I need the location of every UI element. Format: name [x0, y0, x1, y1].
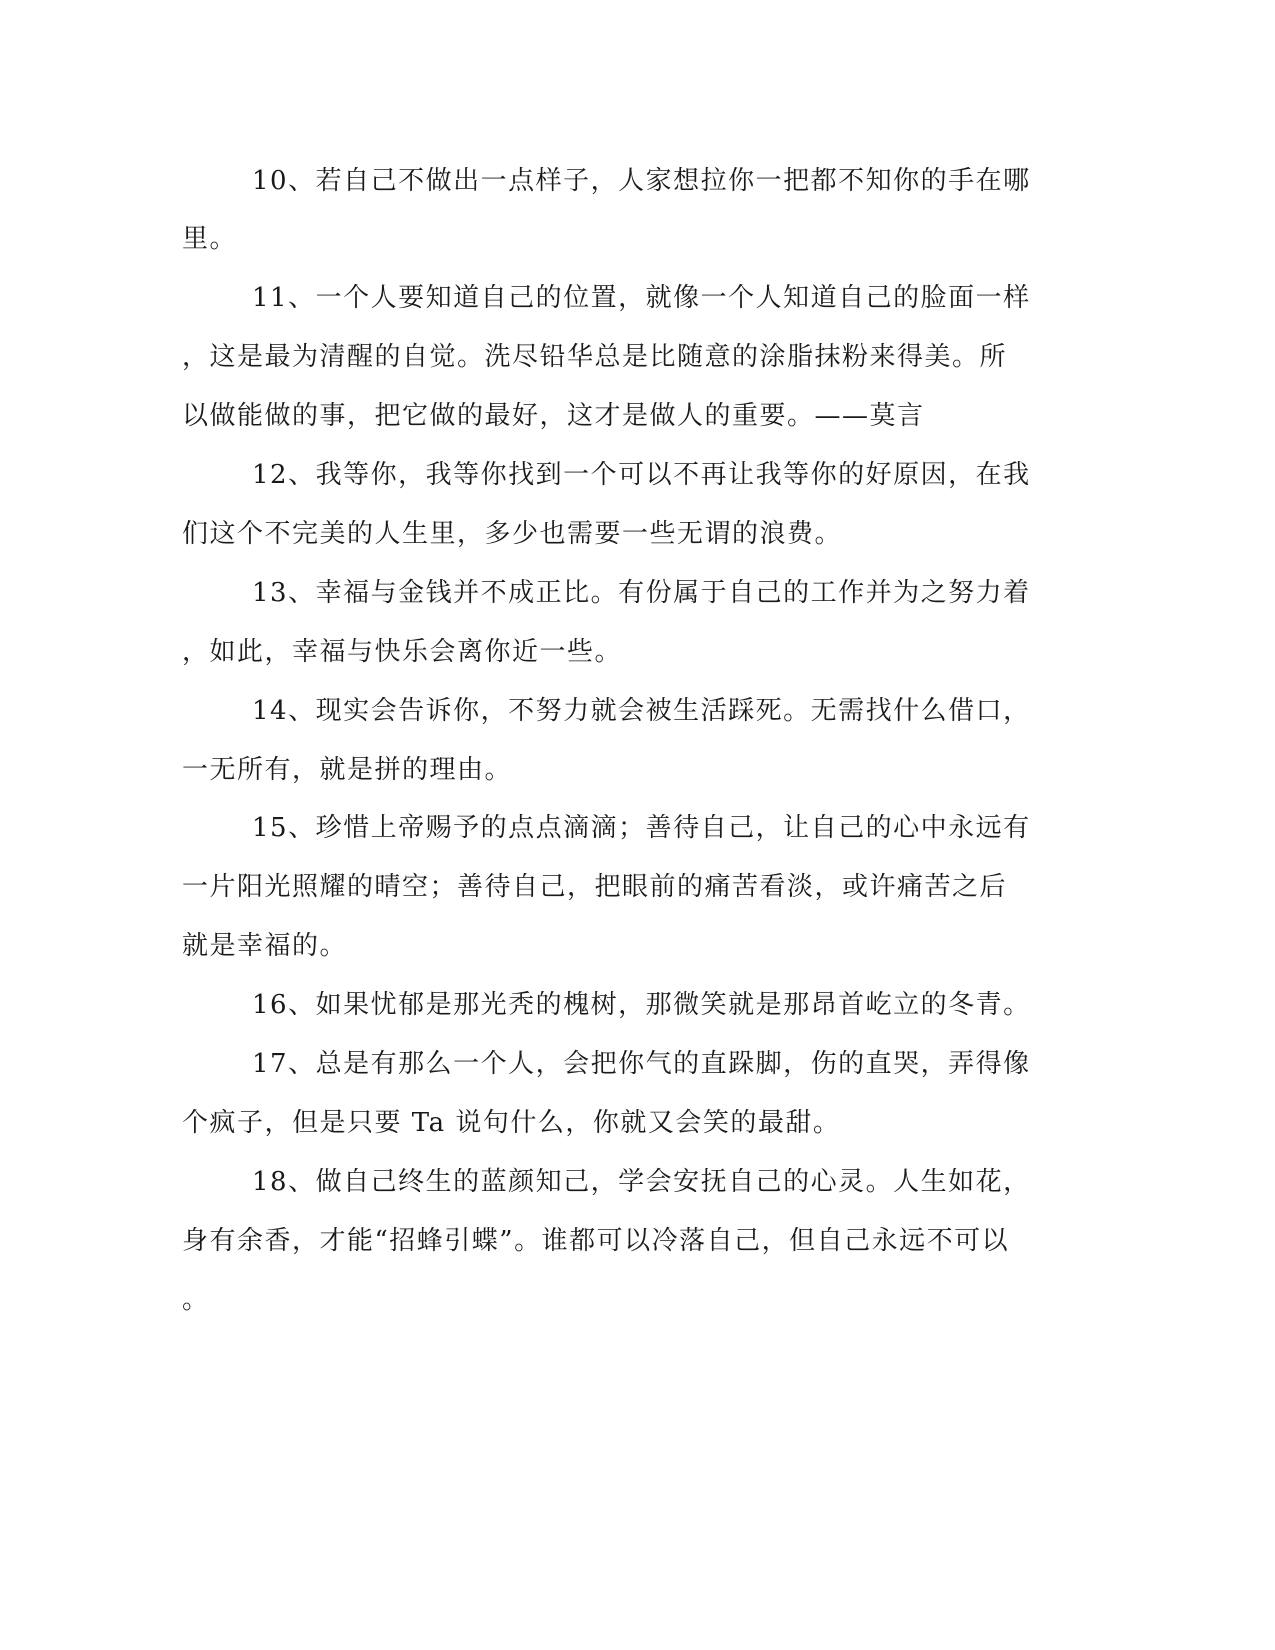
paragraph-13-line-2: ，如此，幸福与快乐会离你近一些。	[182, 637, 623, 667]
paragraph-10-line-1: 10、若自己不做出一点样子，人家想拉你一把都不知你的手在哪	[252, 166, 1031, 196]
paragraph-11-line-3: 以做能做的事，把它做的最好，这才是做人的重要。——莫言	[182, 401, 925, 431]
paragraph-15-line-3: 就是幸福的。	[182, 931, 348, 961]
paragraph-16-line-1: 16、如果忧郁是那光秃的槐树，那微笑就是那昂首屹立的冬青。	[252, 990, 1031, 1020]
paragraph-11-line-2: ，这是最为清醒的自觉。洗尽铅华总是比随意的涂脂抹粉来得美。所	[182, 342, 1008, 372]
paragraph-11-line-1: 11、一个人要知道自己的位置，就像一个人知道自己的脸面一样	[252, 283, 1031, 313]
paragraph-18-line-2: 身有余香，才能“招蜂引蝶”。谁都可以冷落自己，但自己永远不可以	[182, 1226, 1010, 1256]
paragraph-17-line-2: 个疯子，但是只要 Ta 说句什么，你就又会笑的最甜。	[182, 1108, 841, 1138]
paragraph-12-line-1: 12、我等你，我等你找到一个可以不再让我等你的好原因，在我	[252, 460, 1031, 490]
paragraph-15-line-1: 15、珍惜上帝赐予的点点滴滴；善待自己，让自己的心中永远有	[252, 813, 1031, 843]
paragraph-10-line-2: 里。	[182, 224, 238, 254]
paragraph-12-line-2: 们这个不完美的人生里，多少也需要一些无谓的浪费。	[182, 519, 843, 549]
paragraph-18-line-1: 18、做自己终生的蓝颜知己，学会安抚自己的心灵。人生如花，	[252, 1167, 1031, 1197]
paragraph-14-line-1: 14、现实会告诉你，不努力就会被生活踩死。无需找什么借口，	[252, 696, 1031, 726]
paragraph-13-line-1: 13、幸福与金钱并不成正比。有份属于自己的工作并为之努力着	[252, 578, 1031, 608]
paragraph-15-line-2: 一片阳光照耀的晴空；善待自己，把眼前的痛苦看淡，或许痛苦之后	[182, 872, 1008, 902]
paragraph-17-line-1: 17、总是有那么一个人，会把你气的直跺脚，伤的直哭，弄得像	[252, 1049, 1031, 1079]
paragraph-14-line-2: 一无所有，就是拼的理由。	[182, 755, 513, 785]
paragraph-18-line-3: 。	[182, 1285, 210, 1315]
